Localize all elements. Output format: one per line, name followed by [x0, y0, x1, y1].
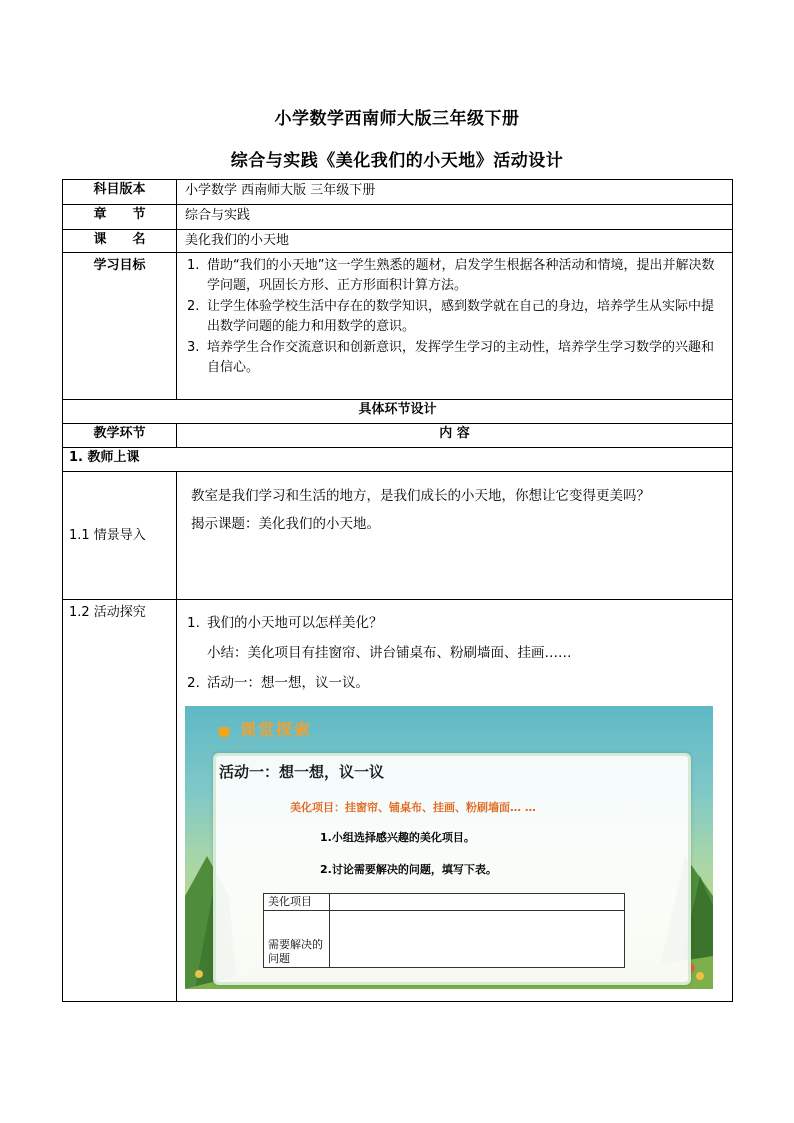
chapter-label: 章 节 — [63, 205, 177, 230]
lesson-label: 课 名 — [63, 230, 177, 253]
activity-card — [213, 753, 691, 985]
worksheet-label-project: 美化项目 — [264, 894, 330, 911]
goal-item: 2. 让学生体验学校生活中存在的数学知识，感到数学就在自己的身边，培养学生从实际中提出数学问题的能力和用数学的意识。 — [187, 299, 715, 334]
slide-header-marker — [219, 727, 229, 737]
activity-slide-image — [185, 706, 713, 989]
explore-question-2: 2. 活动一：想一想，议一议。 — [187, 675, 369, 691]
row-part1 — [63, 448, 733, 472]
row-intro — [63, 472, 733, 600]
row-lesson — [63, 230, 733, 253]
row-design-header — [63, 400, 733, 424]
worksheet-row — [264, 911, 625, 968]
part1-title: 1. 教师上课 — [63, 448, 733, 472]
activity-title: 活动一：想一想，议一议 — [219, 763, 385, 781]
explore-summary: 小结：美化项目有挂窗帘、讲台铺桌布、粉刷墙面、挂画…… — [207, 645, 572, 661]
chapter-value: 综合与实践 — [177, 205, 733, 230]
row-goals — [63, 253, 733, 400]
document-subtitle: 综合与实践《美化我们的小天地》活动设计 — [230, 151, 564, 171]
goal-item: 3. 培养学生合作交流意识和创新意识，发挥学生学习的主动性，培养学生学习数学的兴趣和自信心。 — [187, 340, 715, 375]
activity-step-1: 1.小组选择感兴趣的美化项目。 — [320, 831, 475, 844]
activity-worksheet-table — [263, 893, 625, 968]
column-header-content: 内 容 — [177, 424, 733, 448]
subject-label: 科目版本 — [63, 180, 177, 205]
lesson-value: 美化我们的小天地 — [177, 230, 733, 253]
intro-cell — [177, 472, 733, 600]
lesson-table — [62, 179, 733, 1002]
activity-projects: 美化项目：挂窗帘、铺桌布、挂画、粉刷墙面… … — [290, 801, 536, 814]
goals-label: 学习目标 — [63, 253, 177, 400]
worksheet-cell-empty — [330, 911, 625, 968]
subject-value: 小学数学 西南师大版 三年级下册 — [177, 180, 733, 205]
row-columns — [63, 424, 733, 448]
document-title: 小学数学西南师大版三年级下册 — [274, 109, 520, 129]
intro-label: 1.1 情景导入 — [63, 472, 177, 600]
intro-line-2: 揭示课题：美化我们的小天地。 — [191, 516, 380, 532]
activity-step-2: 2.讨论需要解决的问题，填写下表。 — [320, 863, 497, 876]
row-chapter — [63, 205, 733, 230]
worksheet-cell-empty — [330, 894, 625, 911]
goals-list — [177, 253, 732, 378]
explore-label: 1.2 活动探究 — [63, 600, 177, 1002]
worksheet-label-problems: 需要解决的问题 — [264, 911, 330, 968]
worksheet-row — [264, 894, 625, 911]
column-header-stage: 教学环节 — [63, 424, 177, 448]
design-section-title: 具体环节设计 — [63, 400, 733, 424]
row-subject — [63, 180, 733, 205]
slide-header: 课堂探索 — [240, 720, 313, 739]
intro-line-1: 教室是我们学习和生活的地方，是我们成长的小天地，你想让它变得更美吗？ — [191, 488, 650, 504]
row-explore — [63, 600, 733, 1002]
explore-question-1: 1. 我们的小天地可以怎样美化？ — [187, 615, 383, 631]
goals-cell — [177, 253, 733, 400]
explore-cell — [177, 600, 733, 1002]
goal-item: 1. 借助“我们的小天地”这一学生熟悉的题材，启发学生根据各种活动和情境，提出并解决数学问题，巩固长方形、正方形面积计算方法。 — [187, 258, 715, 293]
